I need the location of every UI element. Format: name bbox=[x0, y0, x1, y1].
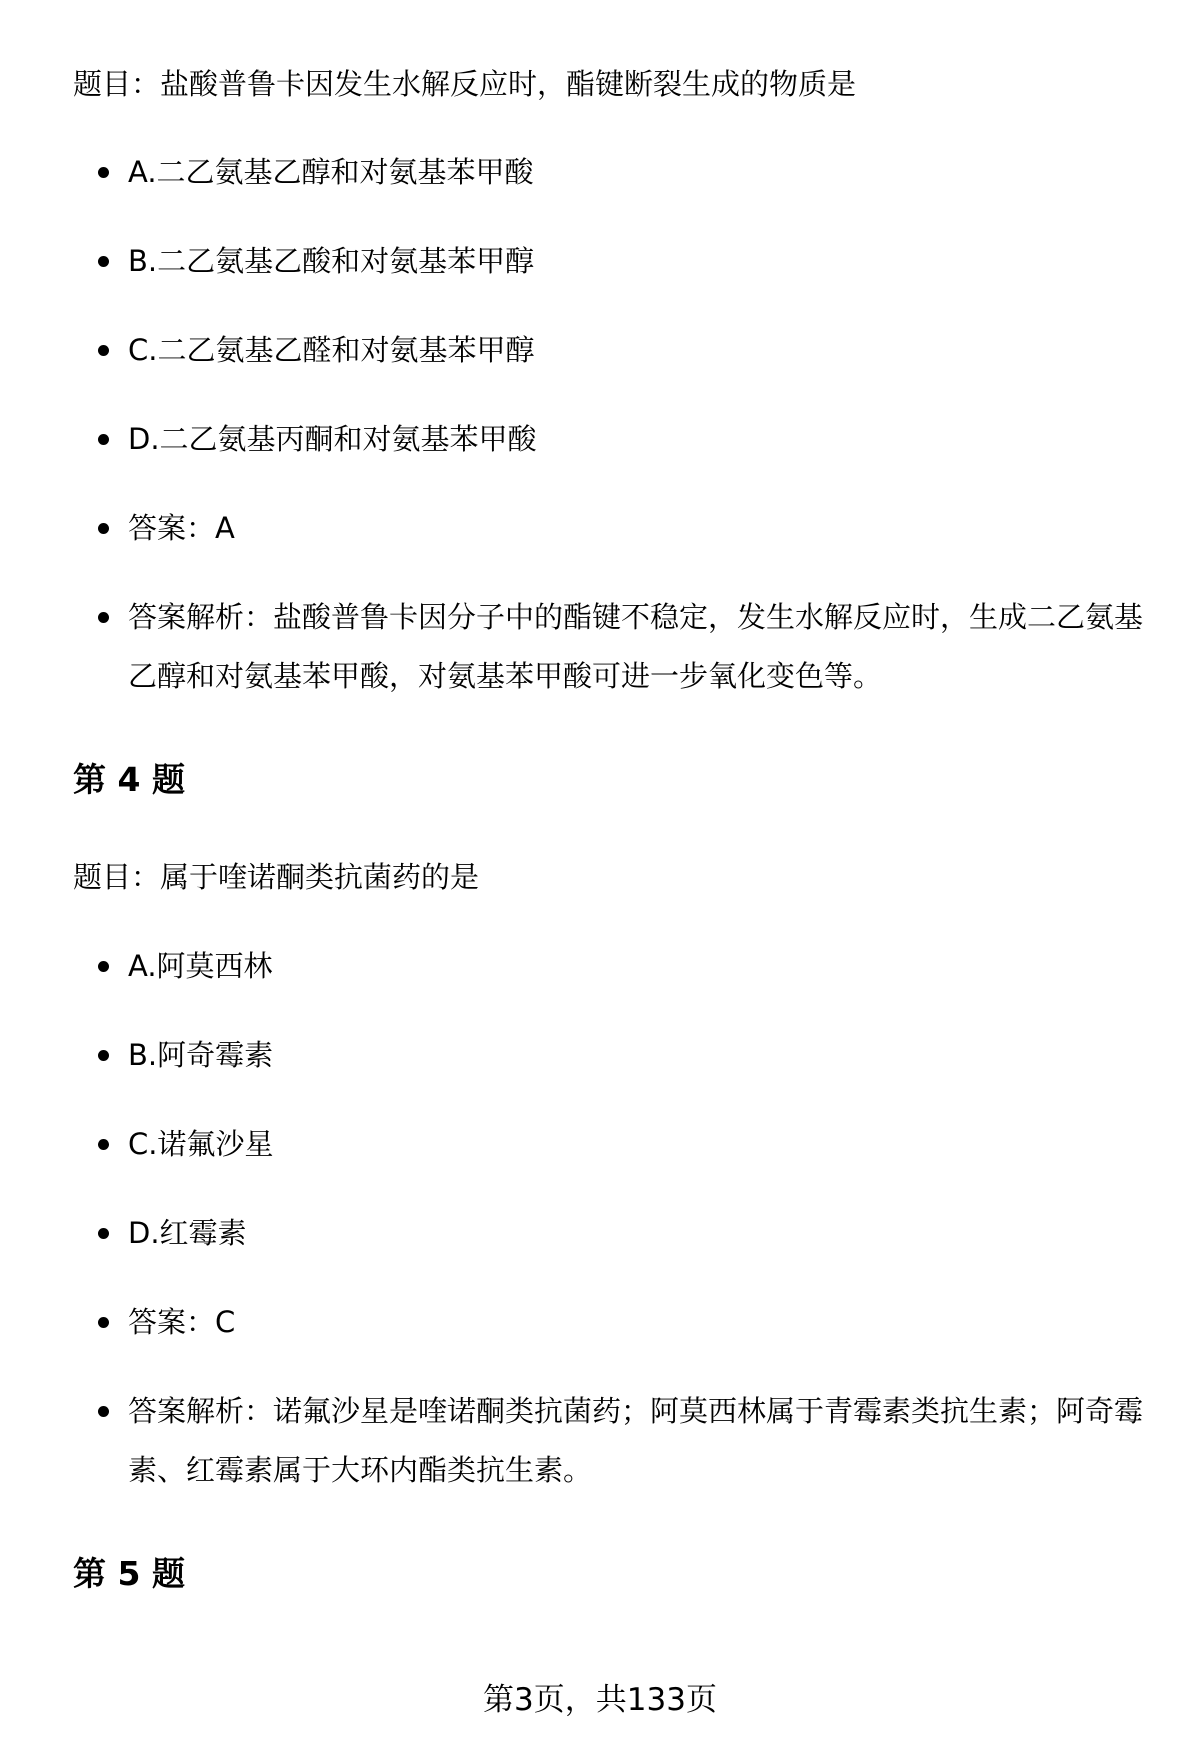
question-4-option-a bbox=[98, 937, 1148, 996]
page-indicator: 第3页，共133页 bbox=[483, 1682, 717, 1718]
option-text: D.二乙氨基丙酮和对氨基苯甲酸 bbox=[128, 422, 537, 456]
bullet-icon bbox=[98, 345, 109, 356]
question-4-option-c bbox=[98, 1115, 1148, 1174]
option-text: A.二乙氨基乙醇和对氨基苯甲酸 bbox=[128, 155, 534, 189]
bullet-icon bbox=[98, 1050, 109, 1061]
explanation-text: 答案解析：盐酸普鲁卡因分子中的酯键不稳定，发生水解反应时，生成二乙氨基乙醇和对氨基苯甲酸，对氨基苯甲酸可进一步氧化变色等。 bbox=[128, 600, 1144, 693]
bullet-icon bbox=[98, 961, 109, 972]
option-text: D.红霉素 bbox=[128, 1216, 247, 1250]
bullet-icon bbox=[98, 1228, 109, 1239]
option-text: C.二乙氨基乙醛和对氨基苯甲醇 bbox=[128, 333, 535, 367]
question-4-heading: 第 4 题 bbox=[73, 760, 185, 799]
question-5-heading: 第 5 题 bbox=[73, 1554, 185, 1593]
bullet-icon bbox=[98, 434, 109, 445]
question-3-option-a bbox=[98, 143, 1148, 202]
option-text: B.阿奇霉素 bbox=[128, 1038, 274, 1072]
question-3-answer bbox=[98, 499, 1148, 558]
bullet-icon bbox=[98, 612, 109, 623]
bullet-icon bbox=[98, 167, 109, 178]
question-4-prompt: 题目：属于喹诺酮类抗菌药的是 bbox=[73, 860, 480, 894]
question-3-prompt: 题目：盐酸普鲁卡因发生水解反应时，酯键断裂生成的物质是 bbox=[73, 67, 857, 101]
bullet-icon bbox=[98, 523, 109, 534]
question-4-option-d bbox=[98, 1204, 1148, 1263]
bullet-icon bbox=[98, 256, 109, 267]
question-3-option-c bbox=[98, 321, 1148, 380]
explanation-text: 答案解析：诺氟沙星是喹诺酮类抗菌药；阿莫西林属于青霉素类抗生素；阿奇霉素、红霉素属于大环内酯类抗生素。 bbox=[128, 1394, 1144, 1487]
bullet-icon bbox=[98, 1139, 109, 1150]
bullet-icon bbox=[98, 1406, 109, 1417]
option-text: A.阿莫西林 bbox=[128, 949, 273, 983]
question-3-explanation bbox=[98, 588, 1148, 706]
option-text: C.诺氟沙星 bbox=[128, 1127, 274, 1161]
question-3-option-d bbox=[98, 410, 1148, 469]
question-4-answer bbox=[98, 1293, 1148, 1352]
question-4-option-b bbox=[98, 1026, 1148, 1085]
answer-text: 答案：C bbox=[128, 1305, 236, 1339]
question-3-option-b bbox=[98, 232, 1148, 291]
option-text: B.二乙氨基乙酸和对氨基苯甲醇 bbox=[128, 244, 535, 278]
question-4-explanation bbox=[98, 1382, 1148, 1500]
bullet-icon bbox=[98, 1317, 109, 1328]
answer-text: 答案：A bbox=[128, 511, 235, 545]
